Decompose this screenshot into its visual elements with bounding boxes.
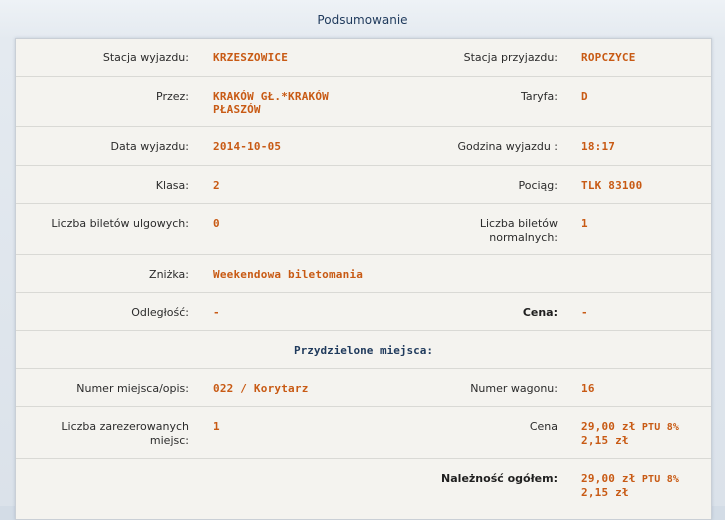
- row-via: [16, 76, 711, 127]
- seat-number-label: Numer miejsca/opis:: [76, 382, 189, 395]
- wagon-number-value: 16: [581, 382, 595, 395]
- seat-price-vat: 2,15 zł: [581, 434, 629, 447]
- wagon-number-label: Numer wagonu:: [470, 382, 558, 395]
- via-label: Przez:: [156, 90, 189, 103]
- departure-date-value: 2014-10-05: [213, 140, 282, 153]
- seat-price-amount: 29,00 zł: [581, 420, 636, 433]
- total-due-value: [581, 472, 711, 487]
- price-value: -: [581, 306, 588, 319]
- row-discount: [16, 254, 711, 293]
- departure-time-value: 18:17: [581, 140, 616, 153]
- row-class: [16, 165, 711, 204]
- seat-price-value: [581, 420, 711, 435]
- reduced-tickets-label: Liczba biletów ulgowych:: [51, 217, 189, 230]
- seat-number-value: 022 / Korytarz: [213, 382, 309, 395]
- row-seat: [16, 368, 711, 407]
- row-tickets: [16, 203, 711, 255]
- arrival-station-value: ROPCZYCE: [581, 51, 636, 64]
- departure-time-label: Godzina wyjazdu :: [457, 140, 558, 153]
- class-value: 2: [213, 179, 220, 192]
- arrival-station-label: Stacja przyjazdu:: [463, 51, 558, 64]
- assigned-seats-heading: Przydzielone miejsca:: [293, 344, 434, 357]
- discount-label: Zniżka:: [149, 268, 189, 281]
- discount-value: Weekendowa biletomania: [213, 268, 364, 281]
- row-distance: [16, 292, 711, 331]
- normal-tickets-label-line2: normalnych:: [489, 231, 558, 244]
- seat-price-label: Cena: [529, 420, 558, 433]
- distance-value: -: [213, 306, 220, 319]
- train-label: Pociąg:: [518, 179, 558, 192]
- via-value-line1: KRAKÓW GŁ.*KRAKÓW: [213, 90, 329, 103]
- reserved-seats-label-line1: Liczba zarezerowanych: [61, 420, 189, 433]
- row-reserved: [16, 406, 711, 459]
- tariff-value: D: [581, 90, 588, 103]
- via-value-line2: PŁASZÓW: [213, 103, 261, 116]
- page-title: Podsumowanie: [317, 13, 408, 27]
- price-label: Cena:: [522, 306, 558, 319]
- departure-station-label: Stacja wyjazdu:: [102, 51, 189, 64]
- train-value: TLK 83100: [581, 179, 643, 192]
- normal-tickets-label-line1: Liczba biletów: [479, 217, 558, 230]
- class-label: Klasa:: [155, 179, 189, 192]
- departure-station-value: KRZESZOWICE: [213, 51, 289, 64]
- normal-tickets-value: 1: [581, 217, 588, 230]
- reserved-seats-value: 1: [213, 420, 220, 433]
- row-stations: [16, 39, 711, 76]
- seat-price-ptu: PTU 8%: [635, 422, 680, 433]
- row-seats-header: [16, 330, 711, 369]
- tariff-label: Taryfa:: [521, 90, 558, 103]
- departure-date-label: Data wyjazdu:: [110, 140, 189, 153]
- total-due-ptu: PTU 8%: [635, 474, 680, 485]
- row-date: [16, 126, 711, 166]
- total-due-amount: 29,00 zł: [581, 472, 636, 485]
- summary-panel: [15, 38, 712, 520]
- row-total: [16, 458, 711, 520]
- total-due-vat: 2,15 zł: [581, 486, 629, 499]
- reduced-tickets-value: 0: [213, 217, 220, 230]
- distance-label: Odległość:: [131, 306, 189, 319]
- total-due-label: Należność ogółem:: [441, 472, 558, 485]
- reserved-seats-label-line2: miejsc:: [149, 434, 189, 447]
